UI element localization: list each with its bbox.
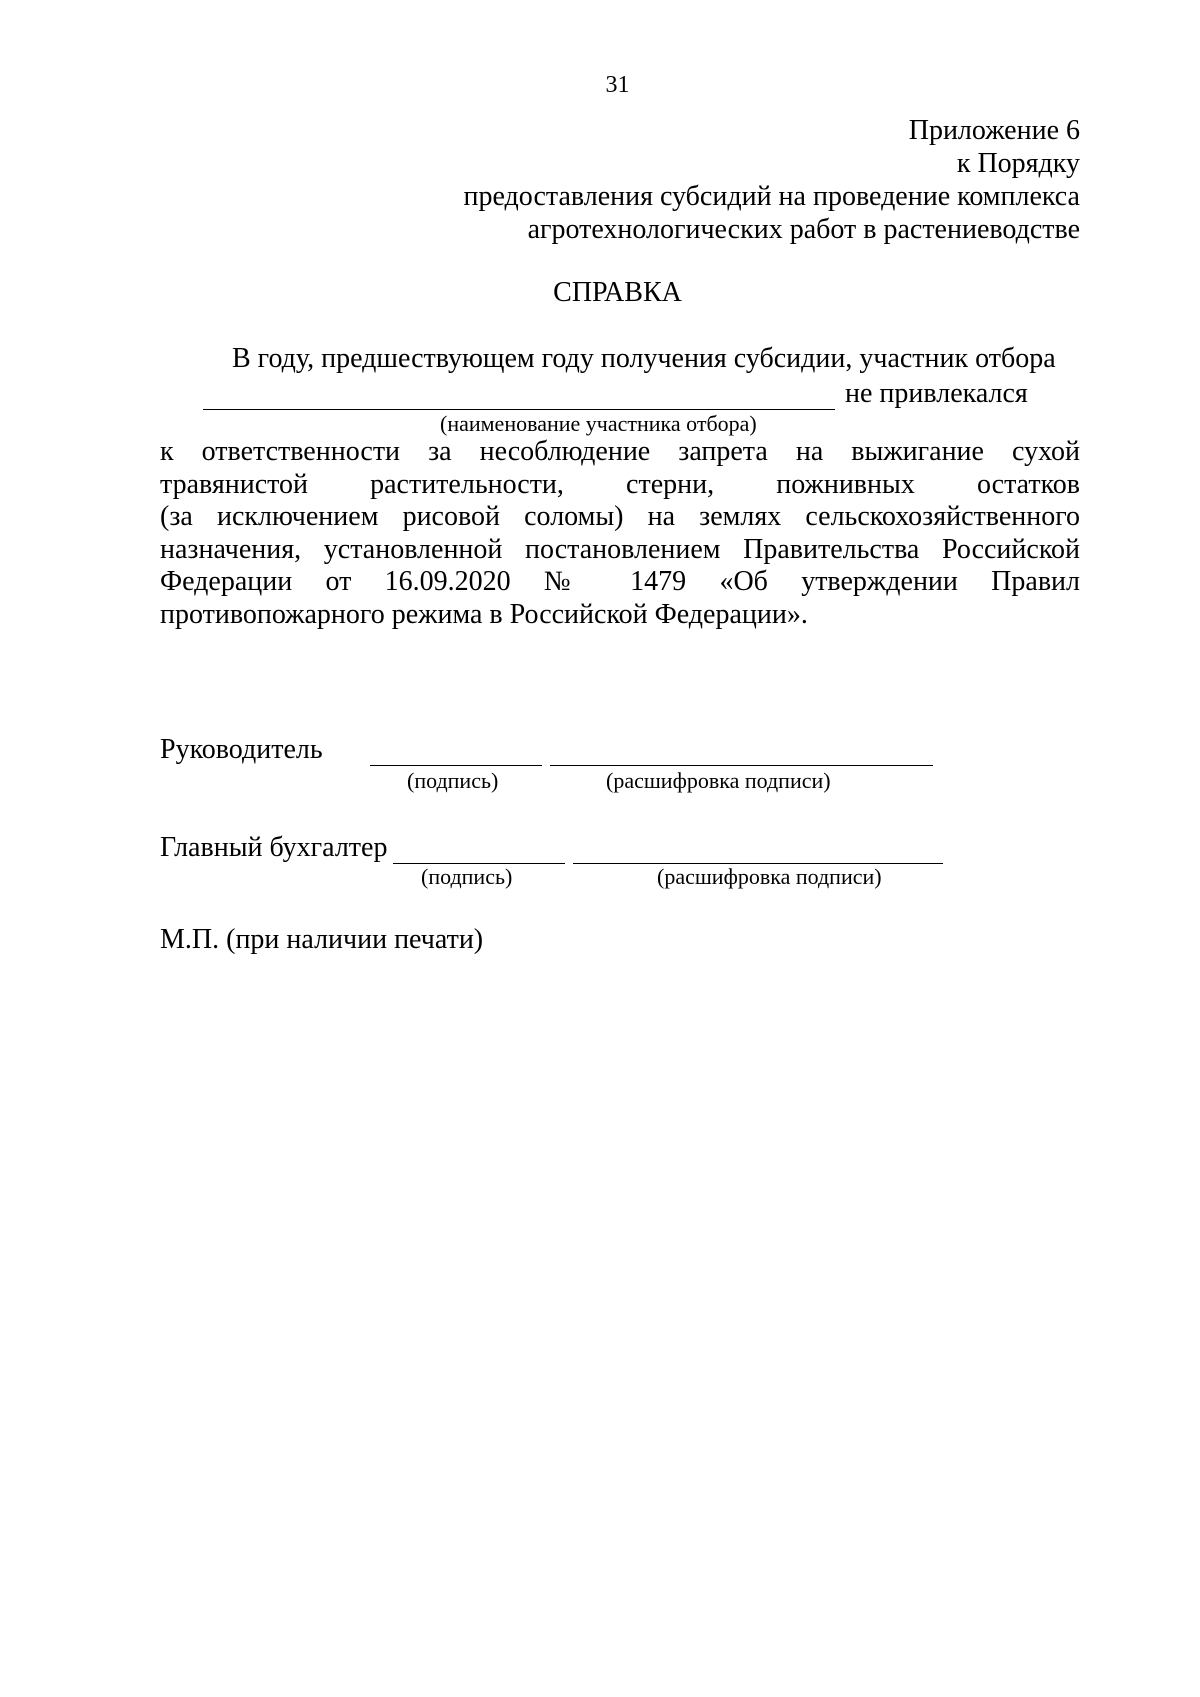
body-line: к ответственности за несоблюдение запрета на выжигание сухой bbox=[160, 436, 1080, 467]
body-line: травянистой растительности, стерни, пожнивных остатков bbox=[160, 468, 1080, 500]
document-title: СПРАВКА bbox=[553, 277, 682, 308]
head-label: Руководитель bbox=[160, 734, 323, 765]
head-signature-blank[interactable] bbox=[370, 737, 542, 766]
page-number: 31 bbox=[605, 72, 630, 98]
accountant-signature-blank[interactable] bbox=[393, 835, 565, 864]
participant-name-blank[interactable] bbox=[203, 381, 835, 410]
head-decode-caption: (расшифровка подписи) bbox=[606, 768, 831, 793]
accountant-signature-decode-blank[interactable] bbox=[573, 835, 943, 864]
head-signature-caption: (подпись) bbox=[407, 768, 499, 793]
head-signature-decode-blank[interactable] bbox=[550, 737, 933, 766]
accountant-signature-caption: (подпись) bbox=[421, 864, 513, 889]
stamp-place: М.П. (при наличии печати) bbox=[160, 924, 484, 955]
accountant-label: Главный бухгалтер bbox=[160, 832, 388, 863]
body-line: назначения, установленной постановлением Правительства Российской bbox=[160, 533, 1080, 565]
intro-line: В году, предшествующем году получения субсидии, участник отбора bbox=[232, 343, 1056, 374]
accountant-decode-caption: (расшифровка подписи) bbox=[657, 864, 882, 889]
appendix-line-3: предоставления субсидий на проведение комплекса bbox=[463, 181, 1080, 212]
body-line: противопожарного режима в Российской Федерации». bbox=[160, 598, 808, 630]
body-paragraph bbox=[160, 436, 1080, 631]
body-line: (за исключением рисовой соломы) на землях сельскохозяйственного bbox=[160, 501, 1080, 532]
appendix-line-2: к Порядку bbox=[956, 148, 1080, 179]
head-signature-row bbox=[160, 734, 933, 766]
participant-name-caption: (наименование участника отбора) bbox=[440, 411, 757, 436]
participant-name-line bbox=[203, 378, 1028, 410]
body-line: Федерации от 16.09.2020 № 1479 «Об утверждении Правил bbox=[160, 566, 1080, 597]
appendix-line-1: Приложение 6 bbox=[908, 115, 1080, 146]
not-involved-text: не привлекался bbox=[845, 378, 1028, 409]
appendix-line-4: агротехнологических работ в растениеводстве bbox=[527, 214, 1080, 245]
appendix-header bbox=[360, 114, 1080, 246]
accountant-signature-row bbox=[160, 832, 943, 864]
